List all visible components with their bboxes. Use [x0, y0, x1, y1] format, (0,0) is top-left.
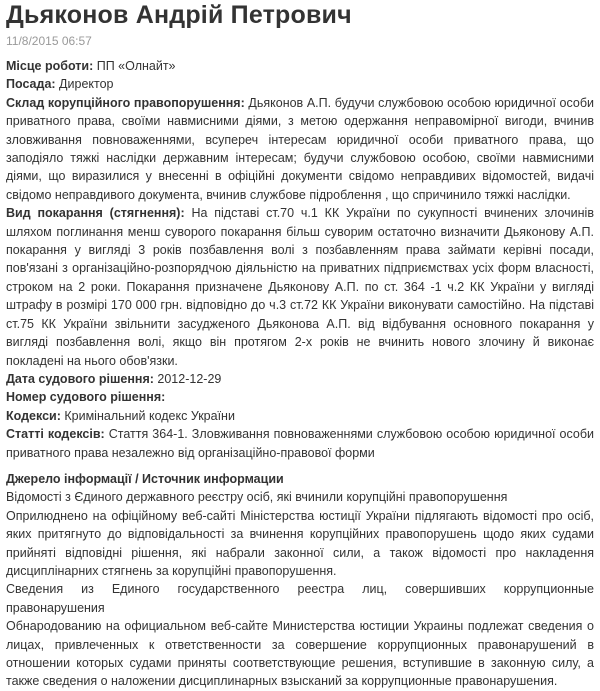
court-date-value: 2012-12-29: [157, 371, 222, 386]
workplace-row: [6, 57, 594, 75]
workplace-value: ПП «Олнайт»: [96, 59, 176, 73]
source-paragraph: Оприлюднено на офіційному веб-сайті Міністерства юстиції України підлягають відомості про осіб, яких притягнуто до відповідальності за вчинення корупційних правопорушень щодо яких судами прийняті відповідні рішення, які набрали законної сили, а також відомості про накладення дисциплінарних стягнень за корупційні правопорушення.: [6, 508, 594, 578]
codes-row: [6, 407, 594, 425]
court-date-label: Дата судового рішення:: [6, 371, 154, 386]
source-paragraph: Відомості з Єдиного державного реєстру осіб, які вчинили корупційні правопорушення: [6, 490, 508, 505]
source-title: Джерело інформації / Источник информации: [6, 471, 284, 486]
court-number-row: [6, 388, 594, 406]
articles-value: Стаття 364-1. Зловживання повноваженнями службовою особою юридичної особи приватного права незалежно від організаційно-правової форми: [6, 427, 594, 460]
penalty-label: Вид покарання (стягнення):: [6, 206, 185, 221]
codes-value: Кримінальний кодекс України: [64, 408, 235, 423]
offense-label: Склад корупційного правопорушення:: [6, 95, 245, 110]
publish-date: 11/8/2015 06:57: [6, 34, 92, 48]
page-title: Дьяконов Андрій Петрович: [6, 1, 352, 29]
court-number-label: Номер судового рішення:: [6, 390, 166, 405]
record-details: [6, 57, 594, 462]
articles-row: [6, 425, 594, 462]
position-value: Директор: [59, 77, 114, 92]
offense-row: [6, 94, 594, 204]
court-date-row: [6, 370, 594, 388]
source-paragraph: Обнародованию на официальном веб-сайте Министерства юстиции Украины подлежат сведения о лицах, привлеченных к ответственности за совершение коррупционных правонарушений в отношении которых судами приняты соответствующие решения, вступившие в законную силу, а также сведения о наложении дисциплинарных взысканий за коррупционные правонарушения.: [6, 619, 594, 689]
position-row: [6, 75, 594, 93]
offense-value: Дьяконов А.П. будучи службовою особою юридичної особи приватного права, своїми навмисними діями, з метою одержання неправомірної вигоди, вчинив зловживання повноваженнями, всупереч інтересам юридичної особи приватного права, що заподіяло тяжкі наслідки державним інтересам; будучи службовою особою, своїми навмисними діями, що виразилися у внесенні в офіційні документи свідомо неправдивих відомостей, видачі свідомо неправдивого документа, вчинив службове підроблення , що спричинило тяжкі наслідки.: [6, 95, 594, 202]
penalty-value: На підставі ст.70 ч.1 КК України по сукупності вчинених злочинів шляхом поглинання менш суворого покарання більш суворим остаточно визначити Дьяконову А.П. покарання у вигляді 3 років позбавлення волі з позбавленням права займати керівні посади, пов'язані з організаційно-розпорядчою діяльністю на приватних підприємствах усіх форм власності, строком на 2 роки. Покарання призначене Дьяконову А.П. по ст. 364 -1 ч.2 КК України у вигляді штрафу в розмірі 170 000 грн. відповідно до ч.3 ст.72 КК України виконувати самостійно. На підставі ст.75 КК України звільнити засудженого Дьяконова А.П. від відбування основного покарання у вигляді позбавлення волі, якщо він протягом 2-х років не вчинить нового злочину й виконає покладені на нього обов'язки.: [6, 206, 594, 368]
workplace-label: Місце роботи:: [6, 59, 94, 73]
articles-label: Статті кодексів:: [6, 427, 105, 442]
position-label: Посада:: [6, 77, 56, 92]
codes-label: Кодекси:: [6, 408, 61, 423]
penalty-row: [6, 204, 594, 370]
source-section: [6, 470, 594, 691]
source-paragraph: Сведения из Единого государственного реестра лиц, совершивших коррупционные правонарушения: [6, 582, 594, 615]
